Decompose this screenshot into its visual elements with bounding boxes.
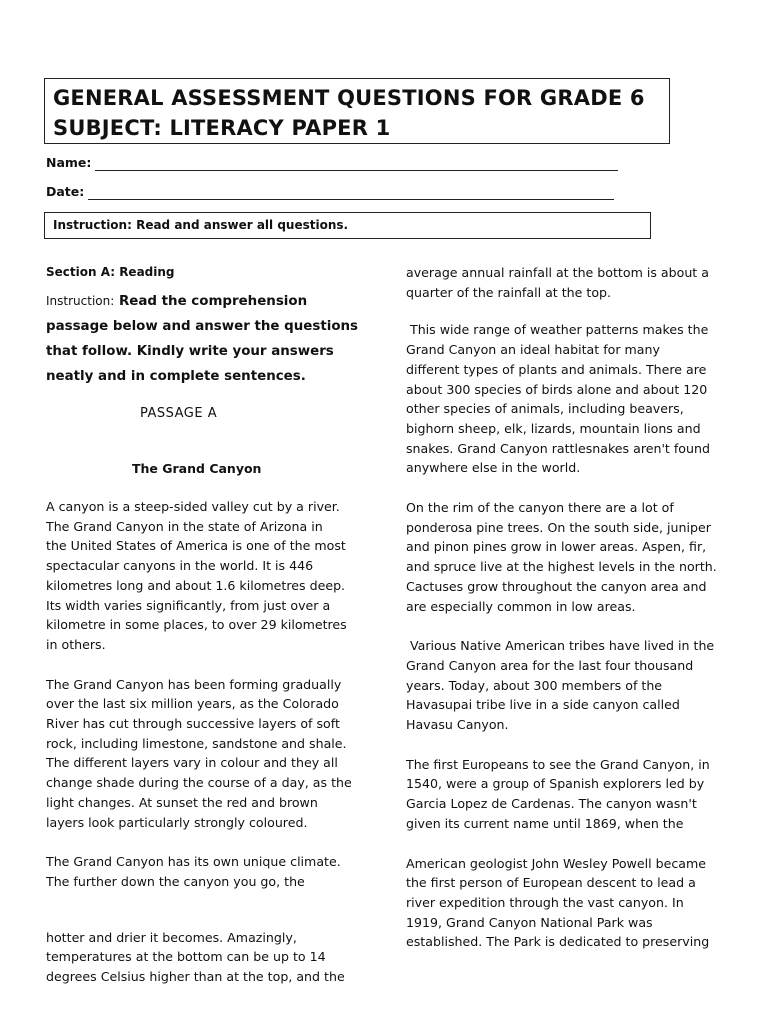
passage-line: spectacular canyons in the world. It is 446: [46, 558, 314, 574]
passage-paragraph: [46, 675, 368, 833]
date-label: Date:: [46, 184, 85, 199]
passage-paragraph: [46, 852, 368, 891]
title-box: [44, 78, 670, 144]
passage-line: 1919, Grand Canyon National Park was: [406, 914, 653, 930]
passage-line: given its current name until 1869, when the: [406, 815, 684, 831]
passage-line: about 300 species of birds alone and about 120: [406, 381, 708, 397]
passage-line: The Grand Canyon in the state of Arizona in: [46, 518, 323, 534]
passage-paragraph: [406, 320, 732, 478]
passage-line: Havasupai tribe live in a side canyon called: [406, 697, 680, 713]
section-heading: Section A: Reading: [46, 265, 175, 279]
passage-line: and spruce live at the highest levels in the north.: [406, 559, 717, 575]
instruction-text: that follow. Kindly write your answers: [46, 343, 334, 359]
subject-title: SUBJECT: LITERACY PAPER 1: [53, 116, 391, 140]
passage-line: Its width varies significantly, from just over a: [46, 597, 331, 613]
right-column-text: [406, 263, 732, 952]
date-field[interactable]: [46, 184, 614, 200]
passage-line: Cactuses grow throughout the canyon area and: [406, 578, 707, 594]
passage-line: The further down the canyon you go, the: [46, 873, 305, 889]
passage-line: On the rim of the canyon there are a lot of: [406, 500, 674, 516]
passage-line: A canyon is a steep-sided valley cut by a river.: [46, 499, 340, 514]
passage-label: PASSAGE A: [140, 406, 218, 421]
name-field[interactable]: [46, 155, 618, 171]
section-instruction: [46, 289, 368, 389]
passage-line: The different layers vary in colour and they all: [46, 755, 338, 771]
passage-line: established. The Park is dedicated to preserving: [406, 934, 710, 950]
passage-paragraph: [406, 498, 732, 616]
passage-line: years. Today, about 300 members of the: [406, 677, 663, 693]
passage-line: quarter of the rainfall at the top.: [406, 284, 612, 300]
passage-line: American geologist John Wesley Powell became: [406, 855, 706, 871]
instruction-text: passage below and answer the questions: [46, 318, 359, 334]
passage-line: different types of plants and animals. There are: [406, 361, 707, 377]
passage-line: average annual rainfall at the bottom is about a: [406, 265, 709, 280]
passage-line: River has cut through successive layers of soft: [46, 716, 340, 732]
instruction-box: Instruction: Read and answer all questions.: [44, 212, 651, 239]
passage-line: Various Native American tribes have lived in the: [406, 638, 715, 654]
passage-line: The Grand Canyon has its own unique climate.: [46, 854, 341, 870]
passage-line: 1540, were a group of Spanish explorers led by: [406, 776, 705, 792]
passage-line: kilometre in some places, to over 29 kilometres: [46, 617, 347, 633]
passage-line: Grand Canyon an ideal habitat for many: [406, 342, 660, 358]
passage-line: The Grand Canyon has been forming gradually: [46, 676, 342, 692]
passage-line: snakes. Grand Canyon rattlesnakes aren't found: [406, 440, 710, 456]
name-line[interactable]: [95, 158, 618, 171]
passage-paragraph: [406, 854, 732, 953]
instruction-label: Instruction:: [46, 293, 115, 308]
passage-title: The Grand Canyon: [132, 461, 262, 476]
passage-paragraph: [46, 497, 368, 655]
passage-line: The first Europeans to see the Grand Canyon, in: [406, 756, 710, 772]
passage-line: Grand Canyon area for the last four thousand: [406, 657, 694, 673]
passage-line: ponderosa pine trees. On the south side, juniper: [406, 519, 711, 535]
passage-line: in others.: [46, 636, 106, 652]
passage-line: other species of animals, including beavers,: [406, 401, 684, 417]
page-title: GENERAL ASSESSMENT QUESTIONS FOR GRADE 6: [53, 86, 645, 110]
passage-line: rock, including limestone, sandstone and shale.: [46, 735, 347, 751]
name-label: Name:: [46, 155, 92, 170]
passage-line: kilometres long and about 1.6 kilometres deep.: [46, 577, 346, 593]
passage-paragraph: [406, 263, 732, 302]
instruction-text: neatly and in complete sentences.: [46, 368, 306, 384]
passage-paragraph: [406, 755, 732, 834]
section-a-intro: [46, 263, 368, 389]
passage-line: degrees Celsius higher than at the top, and the: [46, 969, 345, 985]
passage-line: Garcia Lopez de Cardenas. The canyon wasn't: [406, 796, 697, 812]
passage-line: hotter and drier it becomes. Amazingly,: [46, 929, 297, 945]
passage-line: temperatures at the bottom can be up to 14: [46, 949, 326, 965]
passage-line: layers look particularly strongly coloured.: [46, 814, 308, 830]
passage-line: river expedition through the vast canyon. In: [406, 894, 684, 910]
passage-line: This wide range of weather patterns makes the: [406, 322, 709, 338]
passage-paragraph: [46, 928, 368, 987]
instruction-text: Read the comprehension: [118, 293, 308, 309]
passage-line: bighorn sheep, elk, lizards, mountain lions and: [406, 420, 701, 436]
passage-line: the first person of European descent to lead a: [406, 875, 696, 891]
passage-paragraph: [406, 636, 732, 735]
passage-line: the United States of America is one of the most: [46, 538, 346, 554]
passage-line: anywhere else in the world.: [406, 460, 581, 476]
passage-line: Havasu Canyon.: [406, 717, 509, 733]
date-line[interactable]: [88, 187, 614, 200]
passage-line: are especially common in low areas.: [406, 598, 636, 614]
left-column-text: [46, 497, 368, 987]
passage-line: light changes. At sunset the red and brown: [46, 794, 318, 810]
passage-line: over the last six million years, as the Colorado: [46, 696, 339, 712]
passage-line: change shade during the course of a day, as the: [46, 775, 352, 791]
passage-line: and pinon pines grow in lower areas. Aspen, fir,: [406, 539, 707, 555]
